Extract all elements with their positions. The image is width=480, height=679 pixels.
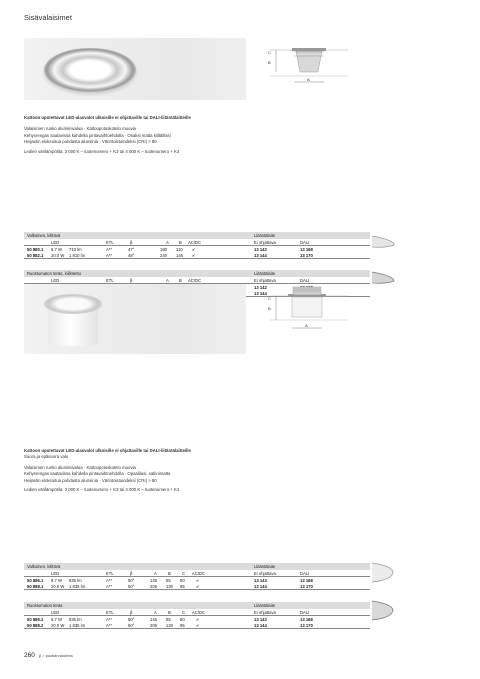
product-description-2 — [24, 448, 254, 493]
dim-label-c: C — [268, 296, 271, 301]
page-title: Sisävalaisimet — [24, 13, 72, 22]
dim-label-b: B — [268, 60, 271, 65]
table-row: 50 882.1 20.0 W 1 810 lm A** 48° 240 145 ✔ 13 144 13 170 — [24, 252, 370, 259]
desc-line: Heijastin eloksoitua puhdasta alumiinia · Värintoistoindeksi (CRI) > 80 — [24, 477, 157, 483]
table-title: Valkoinen, kiiltävä — [27, 564, 61, 569]
dim-label-b: B — [268, 306, 271, 311]
desc-line: Valaisimen runko alumiinivalua · Kattoupotuskotelo muovia — [24, 464, 136, 470]
footer-note: β = puoliarvokulma — [38, 653, 73, 658]
finish-thumbnail-steel — [372, 268, 396, 292]
table-right-title: Liitäntälaite — [254, 564, 276, 569]
table-row: 50 886.1 6.7 W 835 lm A** 50° 145 95 80 ✔ 13 143 13 168 — [27, 577, 313, 583]
dim-label-a: A — [307, 77, 310, 82]
table-right-title: Liitäntälaite — [254, 603, 276, 608]
spec-table: Valkoinen, kiiltävä Liitäntälaite LED ETL β A B AC/DC Ei ohjattava DALI 50 880.1 6.7 W 710 lm A** 47° 180 110 ✔ 13 142 13 168 50 882.1 20.0 W 1 810 lm A** 48° 240 145 ✔ 13 144 13 170 — [24, 232, 370, 259]
dim-label-a: A — [305, 323, 308, 328]
dimension-drawing — [258, 40, 348, 102]
page-footer — [24, 652, 73, 659]
table-right-title: Liitäntälaite — [254, 271, 276, 276]
table-row: 13 142 — [254, 284, 267, 290]
downlight-image — [44, 48, 136, 92]
downlight-rim — [44, 294, 102, 314]
table-row: 50 888.2 20.0 W 1 835 lm A** 50° 205 130 95 ✔ 13 144 13 170 — [24, 622, 370, 629]
desc-line: Kehysrengas saatavissa kahdella pintavaihtoehdolla · Opaalilasi, satiinimatta — [24, 471, 171, 477]
dimension-drawing — [258, 284, 348, 356]
desc-line: Kehysrengas saatavissa kahdella pintavaihtoehdolla · Osaksi matta kiiltäillasi — [24, 132, 171, 138]
table-row: 50 886.2 6.7 W 835 lm A** 50° 145 95 80 ✔ 13 143 13 168 — [27, 616, 313, 622]
spec-table: Ruostumaton teräs, kiillotettu Liitäntälaite LED ETL β A B AC/DC Ei ohjattava DALI 13 142 13 144 — [24, 270, 370, 297]
desc-title: Kattoon upotettavat LED-alasvalot ulkoisille ei ohjattaville tai DALI-liitäntälaitteille — [24, 448, 191, 453]
desc-title: Kattoon upotettavat LED-alasvalot ulkoisille ei ohjattaville tai DALI-liitäntälaitteille — [24, 115, 191, 120]
table-title: Ruostumaton teräs, kiillotettu — [27, 271, 81, 276]
table-row: 50 888.1 20.0 W 1 835 lm A** 50° 205 130 95 ✔ 13 144 13 170 — [24, 583, 370, 590]
dim-label-c: C — [268, 50, 271, 55]
table-row: 13 144 — [24, 290, 370, 297]
spec-table: Ruostumaton teräs Liitäntälaite LED ETL β A B C AC/DC Ei ohjattava DALI 50 886.2 6.7 W 835 lm A** 50° 145 95 80 ✔ 13 143 13 168 50 888.2 20.0 W 1 835 lm A** 50° 205 130 95 ✔ 13 144 13 170 — [24, 602, 370, 629]
finish-thumbnail-steel — [372, 598, 396, 624]
finish-thumbnail-white — [372, 560, 396, 586]
desc-line: Heijastin eloksoitua puhdasta alumiinia · Värintoistoindeksi (CRI) > 80 — [24, 139, 157, 145]
desc-line: Valaisimen runko alumiinivalua · Kattoupotuskotelo muovia — [24, 126, 136, 132]
table-title: Ruostumaton teräs — [27, 603, 63, 608]
finish-thumbnail-white — [372, 232, 396, 256]
spec-table: Valkoinen, kiiltävä Liitäntälaite LED ETL β A B C AC/DC Ei ohjattava DALI 50 886.1 6.7 W 835 lm A** 50° 145 95 80 ✔ 13 143 13 168 50 888.1 20.0 W 1 835 lm A** 50° 205 130 95 ✔ 13 144 13 170 — [24, 563, 370, 590]
colortemp-line: Ledien värilämpötila: 3 000 K – tuotenumero + K3 tai 4 000 K – tuotenumero + K4 — [24, 487, 180, 493]
table-row: 50 880.1 6.7 W 710 lm A** 47° 180 110 ✔ 13 142 13 168 — [27, 246, 313, 252]
page-number: 260 — [24, 652, 35, 659]
colortemp-line: Ledien värilämpötila: 3 000 K – tuotenumero + K3 tai 4 000 K – tuotenumero + K4 — [24, 148, 180, 154]
desc-subtitle: Suora ja epäsuora valo — [24, 454, 69, 460]
table-right-title: Liitäntälaite — [254, 233, 276, 238]
product-description-1 — [24, 115, 254, 155]
table-title: Valkoinen, kiiltävä — [27, 233, 61, 238]
